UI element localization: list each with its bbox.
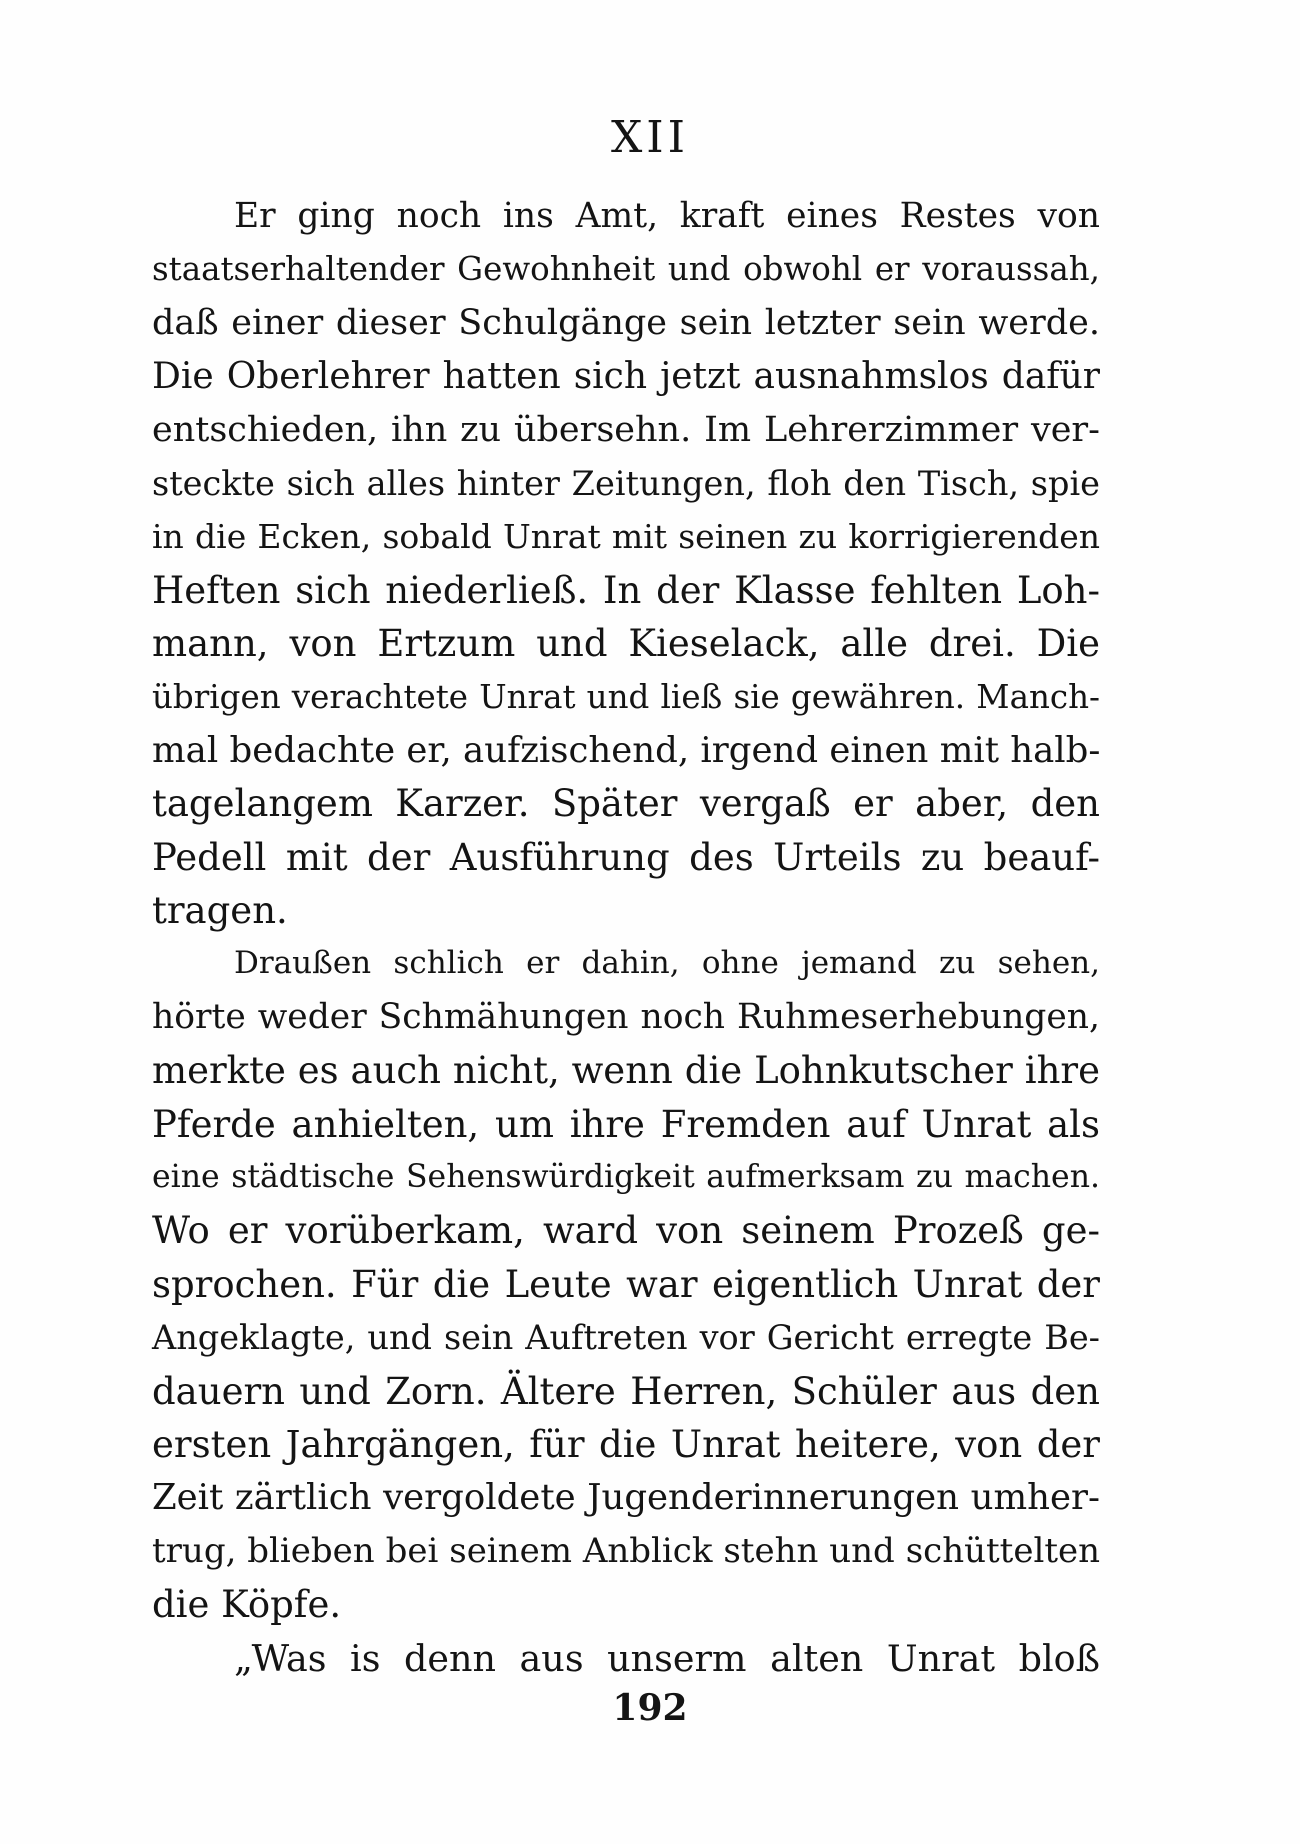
text-line: daß einer dieser Schulgänge sein letzter sein werde. [152, 302, 1100, 343]
text-line: steckte sich alles hinter Zeitungen, floh den Tisch, spie [152, 463, 1100, 503]
text-line: Draußen schlich er dahin, ohne jemand zu sehen, [234, 945, 1100, 982]
text-line: Heften sich niederließ. In der Klasse fehlten Loh- [152, 568, 1100, 612]
text-line: Pferde anhielten, um ihre Fremden auf Unrat als [152, 1102, 1100, 1146]
text-line: Pedell mit der Ausführung des Urteils zu beauf- [152, 835, 1100, 879]
text-line: Angeklagte, und sein Auftreten vor Gericht erregte Be- [152, 1318, 1100, 1358]
paragraph [152, 190, 1100, 937]
text-line: „Was is denn aus unserm alten Unrat bloß [234, 1636, 1100, 1680]
text-line: dauern und Zorn. Ältere Herren, Schüler aus den [152, 1369, 1100, 1413]
text-line: staatserhaltender Gewohnheit und obwohl er voraussah, [152, 250, 1100, 289]
text-line: mann, von Ertzum und Kieselack, alle drei. Die [152, 622, 1100, 666]
text-line: sprochen. Für die Leute war eigentlich Unrat der [152, 1262, 1100, 1306]
text-line: tagelangem Karzer. Später vergaß er aber, den [152, 782, 1100, 826]
text-line: Er ging noch ins Amt, kraft eines Restes von [234, 196, 1100, 236]
body-text [152, 190, 1100, 1685]
text-line: Zeit zärtlich vergoldete Jugenderinnerungen umher- [152, 1477, 1100, 1519]
text-line: die Köpfe. [152, 1583, 342, 1627]
paragraph [152, 1632, 1100, 1685]
chapter-heading: XII [610, 112, 690, 163]
text-line: hörte weder Schmähungen noch Ruhmeserhebungen, [152, 996, 1100, 1037]
text-line: übrigen verachtete Unrat und ließ sie gewähren. Manch- [152, 677, 1100, 716]
text-line: merkte es auch nicht, wenn die Lohnkutscher ihre [152, 1049, 1100, 1093]
text-line: eine städtische Sehenswürdigkeit aufmerksam zu machen. [152, 1159, 1100, 1196]
text-line: ersten Jahrgängen, für die Unrat heitere, von der [152, 1422, 1100, 1466]
paragraph [152, 937, 1100, 1631]
text-line: Wo er vorüberkam, ward von seinem Prozeß ge- [152, 1209, 1100, 1253]
text-line: mal bedachte er, aufzischend, irgend einen mit halb- [152, 729, 1101, 771]
text-line: tragen. [152, 889, 288, 933]
text-line: entschieden, ihn zu übersehn. Im Lehrerzimmer ver- [152, 409, 1100, 450]
text-line: trug, blieben bei seinem Anblick stehn und schüttelten [152, 1530, 1100, 1571]
text-line: Die Oberlehrer hatten sich jetzt ausnahmslos dafür [152, 356, 1100, 398]
text-line: in die Ecken, sobald Unrat mit seinen zu korrigierenden [152, 517, 1100, 557]
page-number: 192 [612, 1687, 688, 1729]
